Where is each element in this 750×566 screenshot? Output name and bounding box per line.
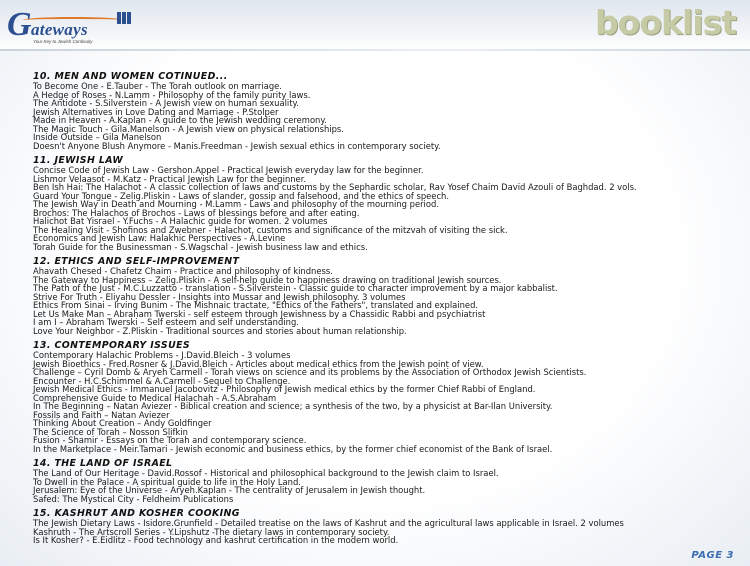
- book-entry: The Jewish Way in Death and Mourning - M.Lamm - Laws and philosophy of the mourning period.: [33, 199, 439, 209]
- gateways-logo: [7, 6, 147, 46]
- book-entry: Comprehensive Guide to Medical Halachah - A.S.Abraham: [33, 392, 277, 403]
- section-heading: 15. KASHRUT AND KOSHER COOKING: [33, 508, 240, 519]
- book-entry: The Healing Visit - Shofinos and Zwebner - Halachot, customs and significance of the mitzvah of visiting the sick.: [33, 224, 508, 235]
- booklist-section: [33, 508, 733, 545]
- book-entry: Concise Code of Jewish Law - Gershon.Appel - Practical Jewish everyday law for the beginner.: [33, 165, 424, 175]
- book-entry: To Become One - E.Tauber - The Torah outlook on marriage.: [33, 81, 282, 91]
- book-entry: The Science of Torah – Nosson Slifkin: [33, 426, 188, 437]
- booklist-title: booklist: [595, 3, 736, 42]
- booklist-section: [33, 256, 733, 335]
- book-entry: Strive For Truth - Eliyahu Dessler - Insights into Mussar and Jewish philosophy. 3 volumes: [33, 291, 406, 302]
- logo-tagline: Your Key to Jewish Continuity: [33, 39, 93, 44]
- section-heading: 14. THE LAND OF ISRAEL: [33, 458, 173, 469]
- book-entry: Jewish Bioethics - Fred.Rosner & J.David.Bleich - Articles about medical ethics from the Jewish point of view.: [33, 358, 484, 369]
- book-entry: To Dwell in the Palace - A spiritual guide to life in the Holy Land.: [33, 476, 301, 487]
- book-entry: Love Your Neighbor - Z.Pliskin - Traditional sources and stories about human relationship.: [33, 325, 407, 336]
- book-entry: Lishmor Velaasot - M.Katz - Practical Jewish Law for the beginner.: [33, 173, 307, 184]
- booklist-section: [33, 155, 733, 251]
- book-entry: Ahavath Chesed - Chafetz Chaim - Practice and philosophy of kindness.: [33, 266, 333, 276]
- book-entry: The Antidote - S.Silverstein - A Jewish view on human sexuality.: [33, 98, 299, 108]
- booklist-section: [33, 71, 733, 150]
- book-entry: Thinking About Creation – Andy Goldfinger: [33, 418, 212, 428]
- section-heading: 13. CONTEMPORARY ISSUES: [33, 340, 191, 351]
- books-icon: [117, 11, 139, 25]
- booklist-section: [33, 458, 733, 503]
- book-entry: The Land of Our Heritage - David.Rossof - Historical and philosophical background to the Jewish claim to Israel.: [33, 468, 499, 478]
- book-entry: Brochos: The Halachos of Brochos - Laws of blessings before and after eating.: [33, 207, 360, 218]
- booklist-content: [33, 71, 733, 550]
- book-entry: Fusion - Shamir - Essays on the Torah and contemporary science.: [33, 435, 307, 445]
- book-entry: Fossils and Faith – Natan Aviezer: [33, 409, 170, 420]
- book-entry: Halichot Bat Yisrael - Y.Fuchs - A Halachic guide for women. 2 volumes: [33, 216, 328, 226]
- book-entry: Inside Outside – Gila Manelson: [33, 132, 162, 142]
- book-entry: Safed: The Mystical City - Feldheim Publications: [33, 493, 234, 504]
- book-entry: Jewish Medical Ethics - Immanuel Jacobovitz - Philosophy of Jewish medical ethics by the former Chief Rabbi of England.: [33, 384, 536, 394]
- book-entry: Let Us Make Man – Abraham Twerski - self esteem through Jewishness by a Chassidic Rabbi and psychiatrist: [33, 308, 486, 319]
- book-entry: Contemporary Halachic Problems - J.David.Bleich - 3 volumes: [33, 350, 291, 360]
- book-entry: Jewish Alternatives in Love Dating and Marriage - P.Stolper: [33, 106, 279, 117]
- header-divider: [0, 49, 750, 51]
- page-number: PAGE 3: [691, 550, 734, 561]
- book-entry: The Gateway to Happiness – Zelig.Pliskin - A self-help guide to happiness drawing on traditional Jewish sources.: [33, 274, 502, 285]
- book-entry: Encounter - H.C.Schimmel & A.Carmell - Sequel to Challenge.: [33, 375, 291, 386]
- book-entry: Made in Heaven - A.Kaplan - A guide to the Jewish wedding ceremony.: [33, 115, 327, 125]
- book-entry: I am I – Abraham Twerski – Self esteem and self understanding.: [33, 317, 299, 327]
- logo-initial: G: [7, 6, 32, 43]
- book-entry: Ben Ish Hai: The Halachot - A classic collection of laws and customs by the Sephardic scholar, Rav Yosef Chaim David Azouli of Baghdad. 2 vols.: [33, 182, 637, 192]
- book-entry: Torah Guide for the Businessman - S.Wagschal - Jewish business law and ethics.: [33, 241, 368, 252]
- book-entry: A Hedge of Roses - N.Lamm - Philosophy of the family purity laws.: [33, 89, 311, 100]
- logo-text: ateways: [31, 20, 88, 39]
- book-entry: In the Marketplace - Meir.Tamari - Jewish economic and business ethics, by the former chief economist of the Bank of Israel.: [33, 443, 553, 454]
- book-entry: Jerusalem: Eye of the Universe - Aryeh.Kaplan - The centrality of Jerusalem in Jewish thought.: [33, 485, 426, 495]
- book-entry: In The Beginning – Natan Aviezer - Biblical creation and science; a synthesis of the two, by a physicist at Bar-Ilan University.: [33, 401, 553, 411]
- book-entry: Kashruth - The Artscroll Series - Y.Lipshutz -The dietary laws in contemporary society.: [33, 526, 390, 537]
- section-heading: 10. MEN AND WOMEN COTINUED...: [33, 71, 228, 82]
- book-entry: Is It Kosher? - E.Eidlitz - Food technology and kashrut certification in the modern world.: [33, 535, 399, 545]
- book-entry: Doesn't Anyone Blush Anymore - Manis.Freedman - Jewish sexual ethics in contemporary society.: [33, 140, 441, 151]
- section-heading: 11. JEWISH LAW: [33, 155, 124, 166]
- book-entry: Economics and Jewish Law: Halakhic Perspectives - A.Levine: [33, 233, 286, 243]
- book-entry: The Path of the Just - M.C.Luzzatto - translation - S.Silverstein - Classic guide to character improvement by a major kabbalist.: [33, 283, 558, 293]
- booklist-section: [33, 340, 733, 453]
- book-entry: The Jewish Dietary Laws - Isidore.Grunfield - Detailed treatise on the laws of Kashrut and the agricultural laws applicable in Israel. 2 volumes: [33, 518, 624, 528]
- book-entry: Challenge – Cyril Domb & Aryeh Carmell - Torah views on science and its problems by the Association of Orthodox Jewish Scientists.: [33, 367, 587, 377]
- section-heading: 12. ETHICS AND SELF-IMPROVEMENT: [33, 256, 240, 267]
- book-entry: Guard Your Tongue - Zelig.Pliskin - Laws of slander, gossip and falsehood, and the ethics of speech.: [33, 190, 450, 201]
- book-entry: Ethics From Sinai – Irving Bunim - The Mishnaic tractate, "Ethics of the Fathers", translated and explained.: [33, 300, 479, 310]
- book-entry: The Magic Touch - Gila.Manelson - A Jewish view on physical relationships.: [33, 123, 344, 134]
